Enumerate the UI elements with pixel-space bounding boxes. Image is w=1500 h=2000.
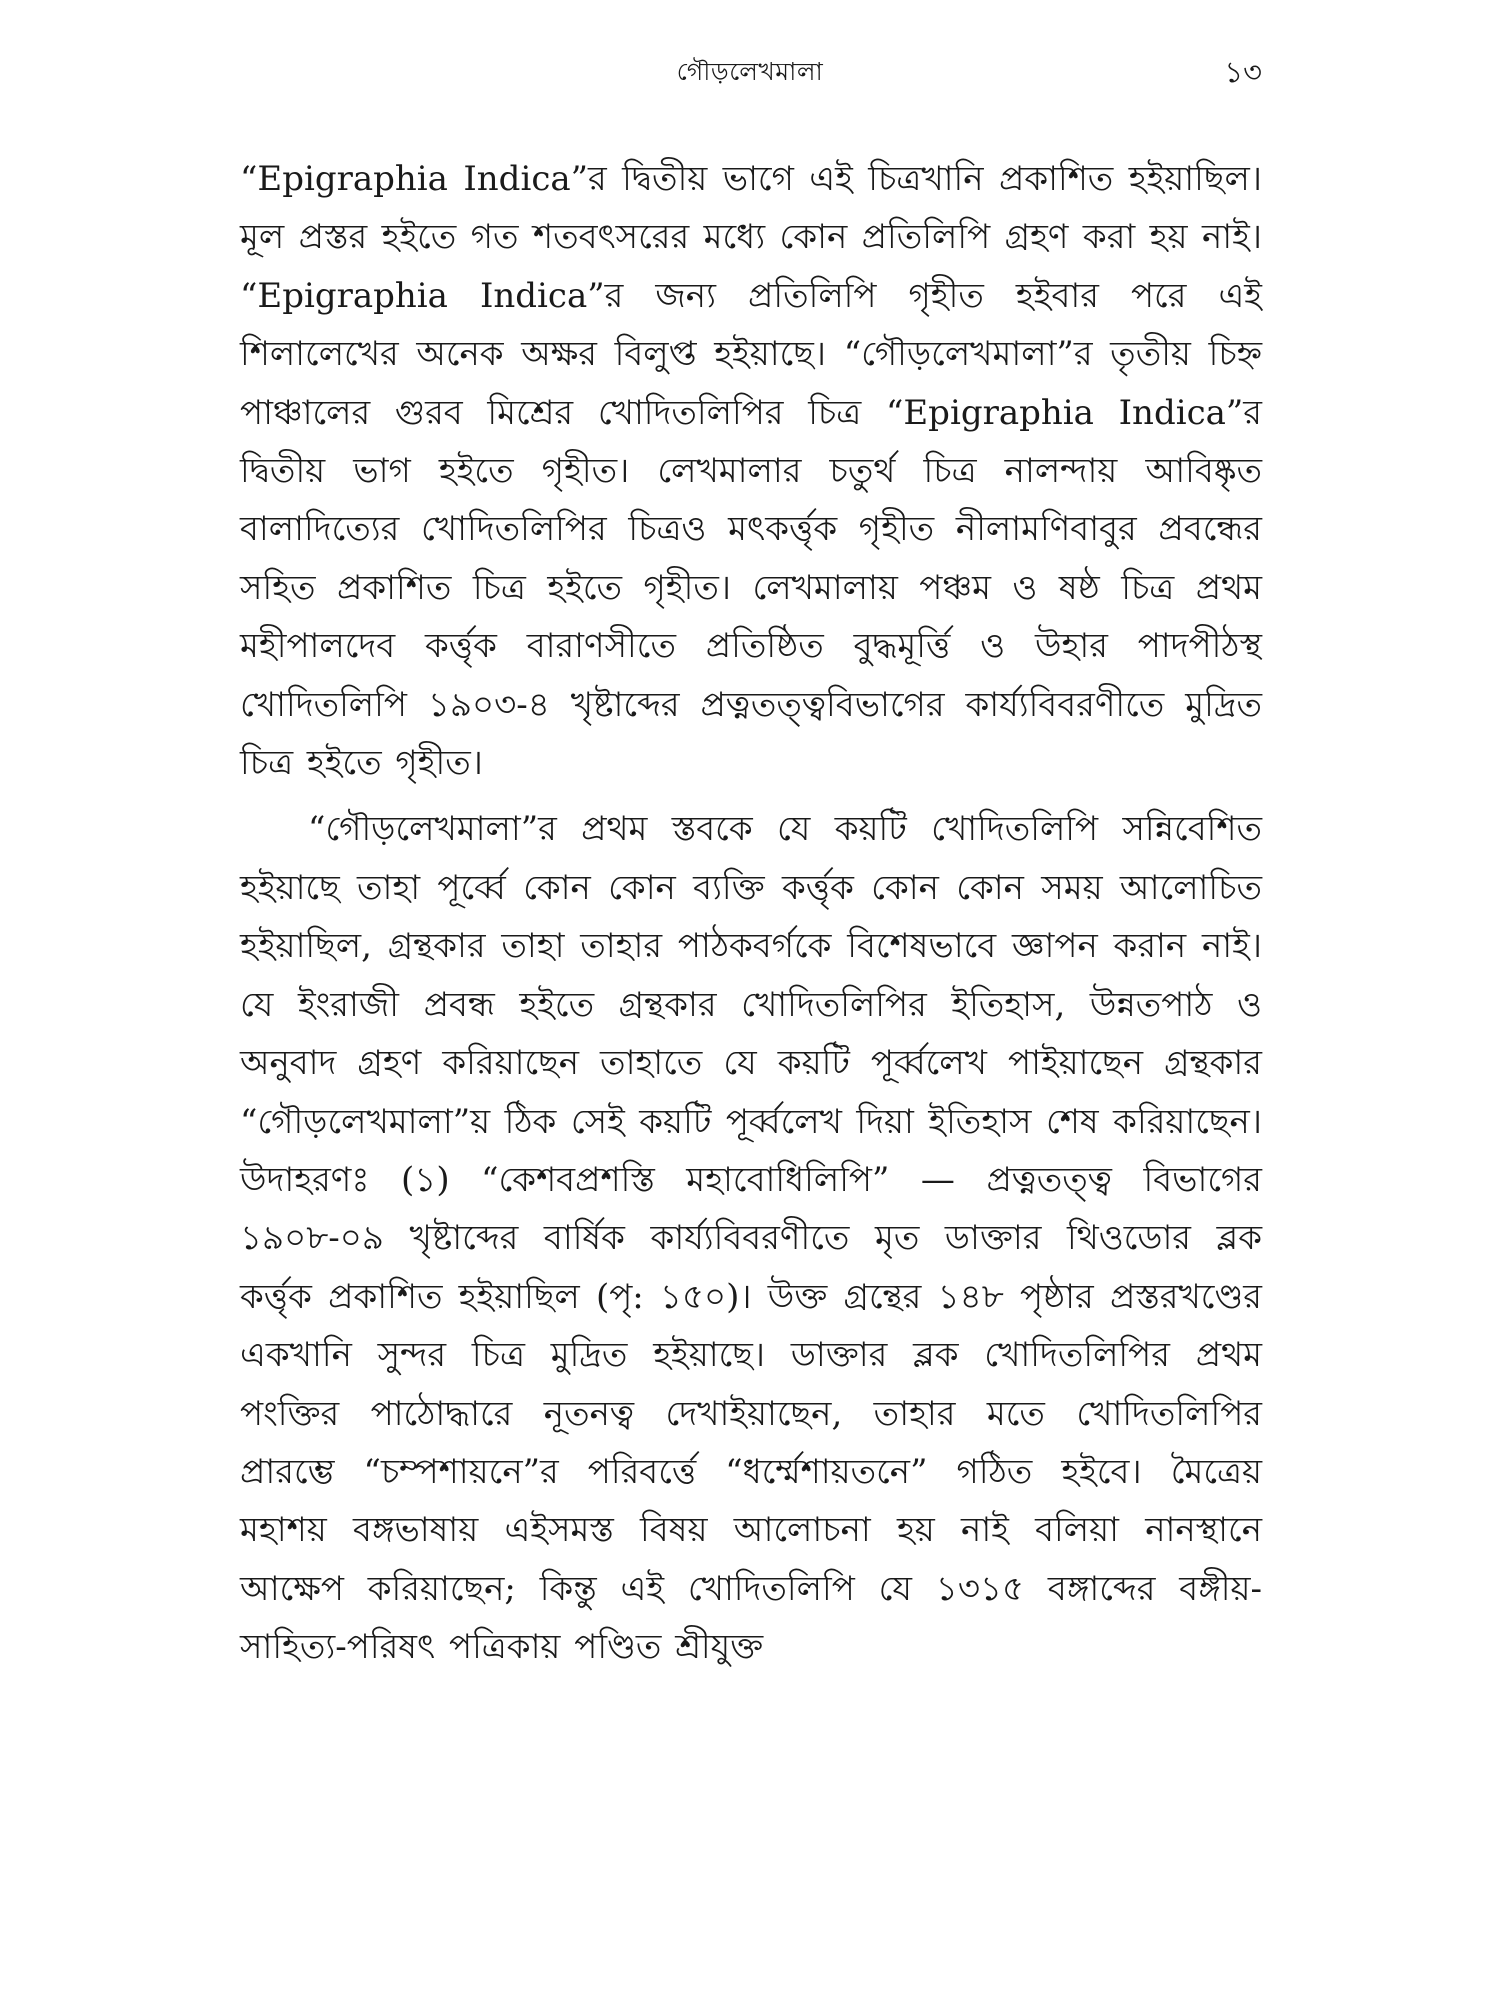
running-header bbox=[0, 52, 1500, 92]
page-number: ১৩ bbox=[1224, 55, 1262, 89]
body-text bbox=[240, 150, 1262, 1677]
paragraph-1: “Epigraphia Indica”র দ্বিতীয় ভাগে এই চিত্রখানি প্রকাশিত হইয়াছিল। মূল প্রস্তর হইতে গত শতবৎসরের মধ্যে কোন প্রতিলিপি গ্রহণ করা হয় নাই। “Epigraphia Indica”র জন্য প্রতিলিপি গৃহীত হইবার পরে এই শিলালেখের অনেক অক্ষর বিলুপ্ত হইয়াছে। “গৌড়লেখমালা”র তৃতীয় চিহ্ন পাঞ্চালের গুরব মিশ্রের খোদিতলিপির চিত্র “Epigraphia Indica”র দ্বিতীয় ভাগ হইতে গৃহীত। লেখমালার চতুর্থ চিত্র নালন্দায় আবিষ্কৃত বালাদিত্যের খোদিতলিপির চিত্রও মৎকর্ত্তৃক গৃহীত নীলামণিবাবুর প্রবন্ধের সহিত প্রকাশিত চিত্র হইতে গৃহীত। লেখমালায় পঞ্চম ও ষষ্ঠ চিত্র প্রথম মহীপালদেব কর্ত্তৃক বারাণসীতে প্রতিষ্ঠিত বুদ্ধমূর্ত্তি ও উহার পাদপীঠস্থ খোদিতলিপি ১৯০৩-৪ খৃষ্টাব্দের প্রত্নতত্ত্ববিভাগের কার্য্যবিবরণীতে মুদ্রিত চিত্র হইতে গৃহীত। bbox=[240, 159, 1262, 784]
running-title: গৌড়লেখমালা bbox=[676, 57, 824, 86]
paragraph-2: “গৌড়লেখমালা”র প্রথম স্তবকে যে কয়টি খোদিতলিপি সন্নিবেশিত হইয়াছে তাহা পূর্ব্বে কোন কোন ব্যক্তি কর্ত্তৃক কোন কোন সময় আলোচিত হইয়াছিল, গ্রন্থকার তাহা তাহার পাঠকবর্গকে বিশেষভাবে জ্ঞাপন করান নাই। যে ইংরাজী প্রবন্ধ হইতে গ্রন্থকার খোদিতলিপির ইতিহাস, উন্নতপাঠ ও অনুবাদ গ্রহণ করিয়াছেন তাহাতে যে কয়টি পূর্ব্বলেখ পাইয়াছেন গ্রন্থকার “গৌড়লেখমালা”য় ঠিক সেই কয়টি পূর্ব্বলেখ দিয়া ইতিহাস শেষ করিয়াছেন। উদাহরণঃ (১) “কেশবপ্রশস্তি মহাবোধিলিপি” — প্রত্নতত্ত্ব বিভাগের ১৯০৮-০৯ খৃষ্টাব্দের বার্ষিক কার্য্যবিবরণীতে মৃত ডাক্তার থিওডোর ব্লক কর্ত্তৃক প্রকাশিত হইয়াছিল (পৃ: ১৫০)। উক্ত গ্রন্থের ১৪৮ পৃষ্ঠার প্রস্তরখণ্ডের একখানি সুন্দর চিত্র মুদ্রিত হইয়াছে। ডাক্তার ব্লক খোদিতলিপির প্রথম পংক্তির পাঠোদ্ধারে নূতনত্ব দেখাইয়াছেন, তাহার মতে খোদিতলিপির প্রারম্ভে “চম্পশায়নে”র পরিবর্ত্তে “ধর্ম্মেশায়তনে” গঠিত হইবে। মৈত্রেয় মহাশয় বঙ্গভাষায় এইসমস্ত বিষয় আলোচনা হয় নাই বলিয়া নানস্থানে আক্ষেপ করিয়াছেন; কিন্তু এই খোদিতলিপি যে ১৩১৫ বঙ্গাব্দের বঙ্গীয়-সাহিত্য-পরিষৎ পত্রিকায় পণ্ডিত শ্রীযুক্ত bbox=[240, 809, 1262, 1668]
